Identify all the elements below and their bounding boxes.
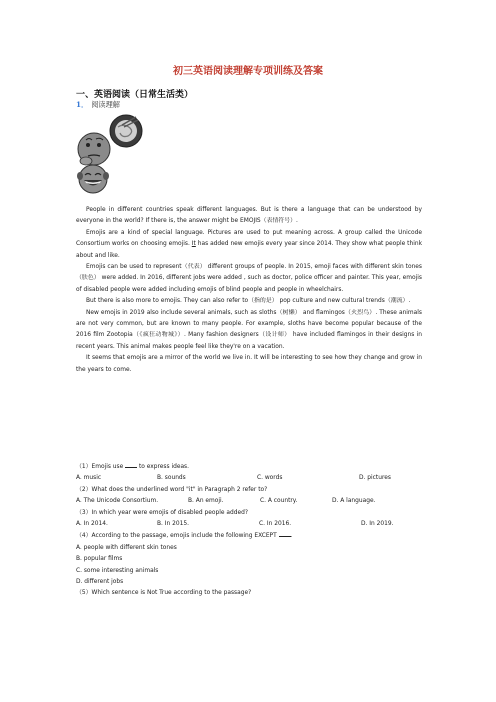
option-d[interactable]: D. pictures [359, 475, 391, 482]
option-b[interactable]: B. sounds [157, 475, 186, 482]
paragraph-1: People in different countries speak different languages. But is there a language that can be understood by everyone in the world? If there is, the answer might be EMOJIS（表情符号）. [76, 207, 422, 225]
paragraph-3: Emojis can be used to represent（代表） different groups of people. In 2015, emoji faces with different skin tones（肤色） were added. In 2016, different jobs were added , such as doctor, police officer and painter. This year, emojis of disabled people were added including emojis of blind people and people in wheelchairs. [76, 264, 422, 293]
paragraph-4: But there is also more to emojis. They can also refer to（指的是） pop culture and new cultural trends（潮流）. [86, 298, 411, 305]
question-1-options [76, 473, 422, 484]
questions [76, 461, 422, 600]
paragraph-2 [76, 228, 422, 262]
thinking-face-icon [78, 133, 110, 165]
option-b[interactable]: B. An emoji. [188, 498, 224, 505]
laughing-tears-face-icon [77, 165, 109, 193]
question-4-stem: （4）According to the passage, emojis include the following EXCEPT . [76, 530, 422, 542]
option-c[interactable]: C. A country. [260, 498, 298, 505]
paragraph-6: It seems that emojis are a mirror of the world we live in. It will be interesting to see how they change and grow in the years to come. [76, 355, 422, 373]
page-title: 初三英语阅读理解专项训练及答案 [173, 66, 323, 77]
question-2-stem: （2）What does the underlined word "it" in Paragraph 2 refer to? [76, 486, 268, 493]
option-d[interactable]: D. different jobs [76, 579, 124, 586]
question-3-stem: （3）In which year were emojis of disabled people added? [76, 509, 248, 516]
question-1-stem: （1）Emojis use to express ideas. [76, 461, 422, 473]
answer-blank [279, 530, 291, 537]
option-c[interactable]: C. words [257, 475, 283, 482]
emoji-illustration [76, 113, 146, 195]
option-a[interactable]: A. music [76, 475, 102, 482]
underlined-word: It [191, 241, 196, 248]
noodle-bowl-icon [110, 115, 142, 147]
sub-heading [76, 100, 120, 110]
option-b[interactable]: B. popular films [76, 556, 123, 563]
option-a[interactable]: A. people with different skin tones [76, 544, 177, 551]
paragraph-2-tail: has added new emojis every year since 2014. They show what people think about and like. [76, 241, 422, 259]
option-d[interactable]: D. A language. [332, 498, 376, 505]
option-a[interactable]: A. In 2014. [76, 521, 108, 528]
paragraph-5: New emojis in 2019 also include several animals, such as sloths（树懒） and flamingos（火烈鸟）. These animals are not very common, but are known to many people. For example, sloths have become popular because of the 2016 film Zootopia（《疯狂动物城》）. Many fashion designers（设计师） have included flamingos in their designs in recent years. This animal makes people feel like they're on a vacation. [76, 309, 422, 350]
question-2-options [76, 496, 422, 507]
answer-blank [125, 461, 137, 468]
option-a[interactable]: A. The Unicode Consortium. [76, 498, 159, 505]
question-number: 1． [76, 100, 89, 109]
question-5-stem: （5）Which sentence is Not True according to the passage? [76, 590, 252, 597]
option-d[interactable]: D. In 2019. [361, 521, 394, 528]
section-heading: 一、英语阅读（日常生活类） [76, 90, 194, 100]
question-3-options [76, 519, 422, 530]
sub-heading-label: 阅读理解 [91, 100, 120, 109]
option-c[interactable]: C. In 2016. [259, 521, 292, 528]
reading-passage [76, 205, 422, 376]
paragraph-2-text: Emojis are a kind of special language. Pictures are used to put meaning across. A group called the Unicode Consortium works on choosing emojis. [76, 229, 422, 248]
option-c[interactable]: C. some interesting animals [76, 567, 159, 574]
option-b[interactable]: B. In 2015. [157, 521, 189, 528]
